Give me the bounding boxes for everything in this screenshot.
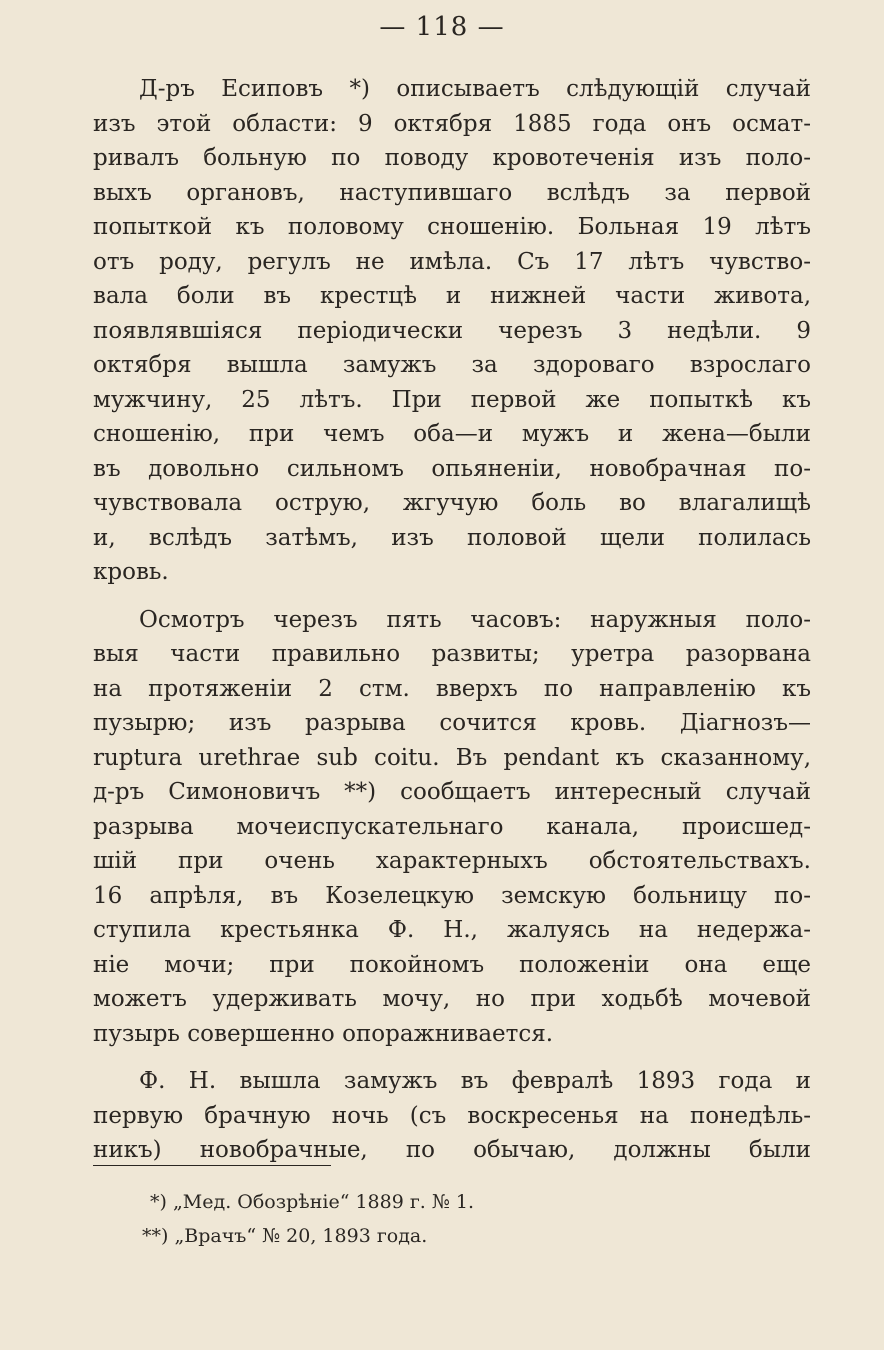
paragraph-1 [93,72,811,590]
paragraph-2 [93,603,811,1052]
text-line: изъ этой области: 9 октября 1885 года онъ осмат- [93,110,811,137]
text-line: ніе мочи; при покойномъ положеніи она еще [93,951,811,978]
page-number: — 118 — [379,12,505,42]
text-line: въ довольно сильномъ опьяненіи, новобрачная по- [93,455,811,482]
text-line: пузырь совершенно опоражнивается. [93,1020,554,1047]
text-line: на протяженіи 2 стм. вверхъ по направленію къ [93,675,811,702]
text-line: выхъ органовъ, наступившаго вслѣдъ за первой [93,179,811,206]
text-line: чувствовала острую, жгучую боль во влагалищѣ [93,490,811,516]
text-line: можетъ удерживать мочу, но при ходьбѣ мочевой [93,986,811,1012]
text-line: шій при очень характерныхъ обстоятельствахъ. [93,848,811,874]
text-line: мужчину, 25 лѣтъ. При первой же попыткѣ къ [93,386,811,413]
text-line: Осмотръ черезъ пять часовъ: наружныя поло- [139,606,811,633]
footnote-1: *) „Мед. Обозрѣніе“ 1889 г. № 1. [150,1191,475,1213]
text-line: выя части правильно развиты; уретра разорвана [93,641,811,667]
text-line: Д-ръ Есиповъ *) описываетъ слѣдующій случай [139,76,811,102]
body-text [93,72,811,1168]
footnote-2: **) „Врачъ“ № 20, 1893 года. [142,1225,428,1247]
paragraph-3 [93,1064,811,1168]
text-line: разрыва мочеиспускательнаго канала, происшед- [93,813,811,840]
footnote-divider [93,1165,331,1166]
text-line: отъ роду, регулъ не имѣла. Съ 17 лѣтъ чувство- [93,248,811,275]
footnotes [142,1185,475,1253]
text-line: попыткой къ половому сношенію. Больная 19 лѣтъ [93,214,811,240]
text-line: ступила крестьянка Ф. Н., жалуясь на недержа- [93,917,811,943]
text-line: кровь. [93,559,169,585]
text-line: октября вышла замужъ за здороваго взрослаго [93,352,811,378]
text-line: ривалъ больную по поводу кровотеченія изъ поло- [93,145,811,171]
text-line: первую брачную ночь (съ воскресенья на понедѣль- [93,1102,811,1129]
text-line: никъ) новобрачные, по обычаю, должны были [93,1137,811,1163]
text-line: пузырю; изъ разрыва сочится кровь. Діагнозъ— [93,710,811,736]
text-line: вала боли въ крестцѣ и нижней части живота, [93,283,811,309]
text-line: сношенію, при чемъ оба—и мужъ и жена—были [93,421,811,447]
text-line: д-ръ Симоновичъ **) сообщаетъ интересный случай [93,779,811,805]
text-line: 16 апрѣля, въ Козелецкую земскую больницу по- [93,882,811,909]
text-line: ruptura urethrae sub coitu. Въ pendant къ сказанному, [93,744,811,771]
text-line: и, вслѣдъ затѣмъ, изъ половой щели полилась [93,524,811,551]
text-line: появлявшіяся періодически черезъ 3 недѣли. 9 [93,317,811,344]
text-line: Ф. Н. вышла замужъ въ февралѣ 1893 года и [139,1068,811,1094]
